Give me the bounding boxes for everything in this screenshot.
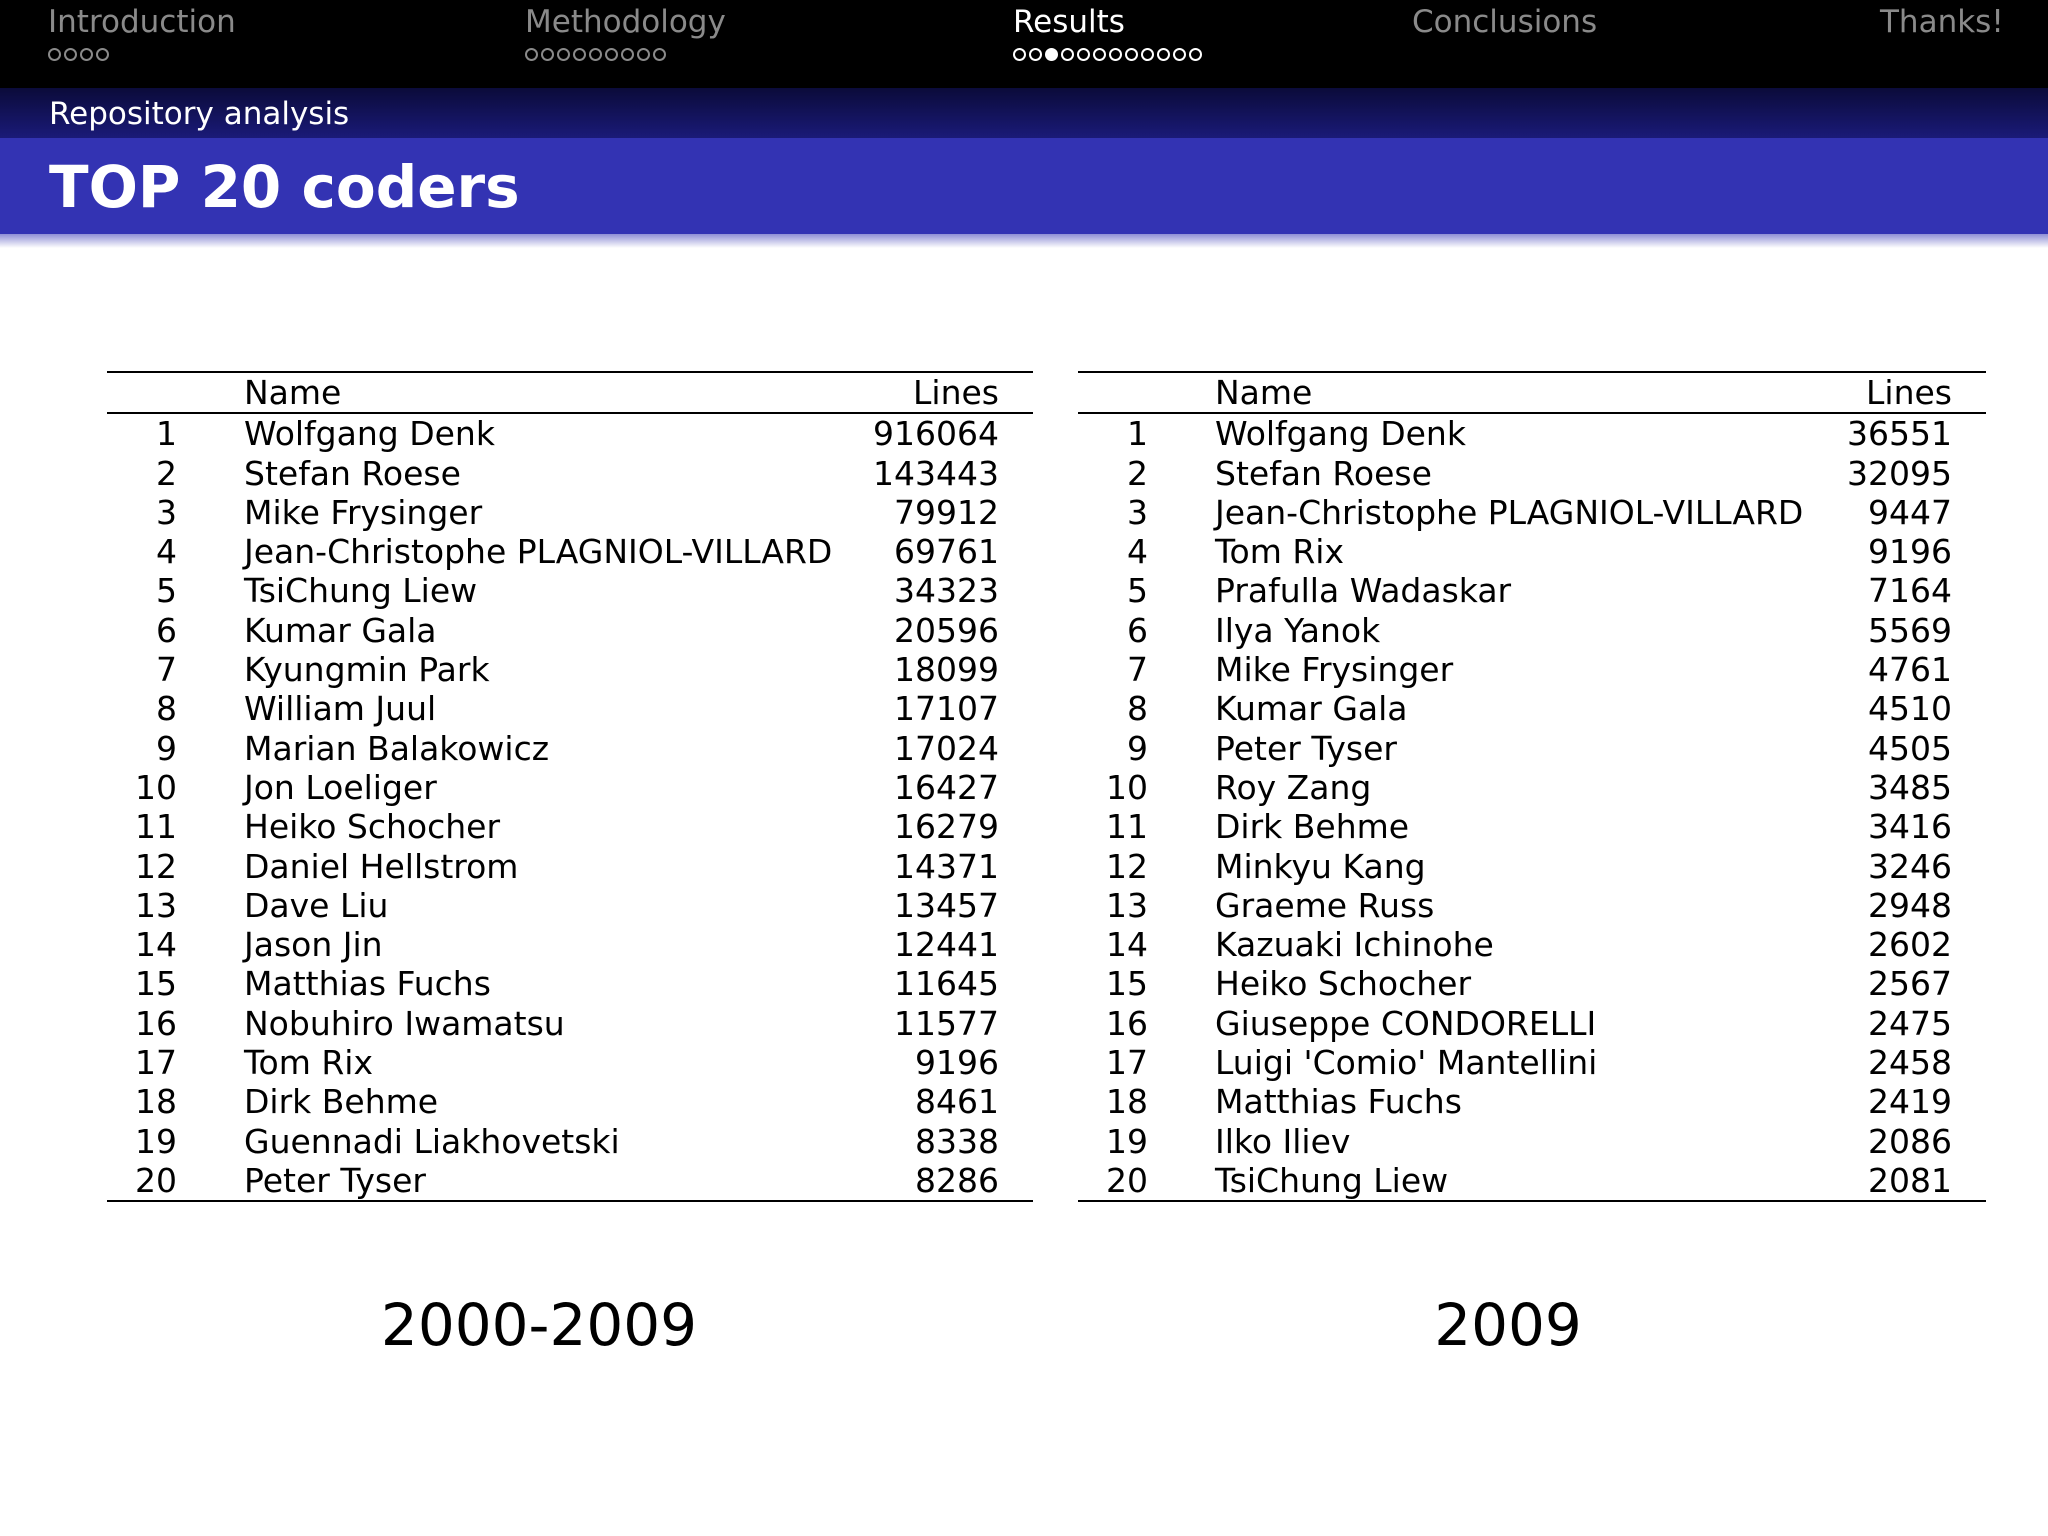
row-rank: 19 <box>1106 1121 1148 1161</box>
row-rank: 4 <box>1127 532 1148 572</box>
row-name: Peter Tyser <box>1215 728 1397 768</box>
table-row <box>107 493 1033 532</box>
row-name: Graeme Russ <box>1215 885 1435 925</box>
row-lines: 9447 <box>1868 492 1952 532</box>
frame-title: TOP 20 coders <box>49 153 520 221</box>
row-name: Tom Rix <box>244 1043 374 1083</box>
row-rank: 17 <box>135 1043 177 1083</box>
row-lines: 2948 <box>1868 885 1952 925</box>
row-lines: 18099 <box>894 650 999 690</box>
row-lines: 16279 <box>894 807 999 847</box>
table-row <box>107 1004 1033 1043</box>
row-name: TsiChung Liew <box>244 571 478 611</box>
row-rank: 13 <box>135 885 177 925</box>
table-row <box>107 925 1033 964</box>
row-name: Kumar Gala <box>1215 689 1408 729</box>
row-lines: 3246 <box>1868 846 1952 886</box>
nav-section-conclusions[interactable] <box>1412 2 1597 86</box>
row-name: Luigi 'Comio' Mantellini <box>1215 1043 1598 1083</box>
nav-slide-dot[interactable] <box>48 48 61 61</box>
coders-table-2000-2009 <box>107 371 1033 1202</box>
row-rank: 14 <box>135 925 177 965</box>
row-rank: 7 <box>156 650 177 690</box>
row-name: Wolfgang Denk <box>244 414 495 454</box>
table-row <box>107 611 1033 650</box>
row-lines: 3485 <box>1868 767 1952 807</box>
nav-slide-dot[interactable] <box>589 48 602 61</box>
row-lines: 17107 <box>894 689 999 729</box>
row-name: Tom Rix <box>1215 532 1345 572</box>
row-rank: 2 <box>1127 453 1148 493</box>
nav-slide-dot[interactable] <box>557 48 570 61</box>
table-row <box>1078 493 1986 532</box>
row-lines: 8286 <box>915 1160 999 1200</box>
row-rank: 9 <box>156 728 177 768</box>
row-lines: 2567 <box>1868 964 1952 1004</box>
row-name: Giuseppe CONDORELLI <box>1215 1003 1597 1043</box>
row-lines: 9196 <box>915 1043 999 1083</box>
row-rank: 4 <box>156 532 177 572</box>
row-name: Roy Zang <box>1215 767 1372 807</box>
row-name: Matthias Fuchs <box>1215 1082 1462 1122</box>
row-lines: 2086 <box>1868 1121 1952 1161</box>
row-name: Mike Frysinger <box>244 492 483 532</box>
row-rank: 20 <box>1106 1160 1148 1200</box>
row-lines: 16427 <box>894 767 999 807</box>
row-rank: 11 <box>135 807 177 847</box>
row-rank: 10 <box>135 767 177 807</box>
row-name: Guennadi Liakhovetski <box>244 1121 620 1161</box>
table-row <box>1078 807 1986 846</box>
nav-section-methodology[interactable] <box>525 2 726 86</box>
row-lines: 8338 <box>915 1121 999 1161</box>
row-name: Heiko Schocher <box>1215 964 1472 1004</box>
table-row <box>107 1043 1033 1082</box>
header-name: Name <box>1215 373 1313 412</box>
row-lines: 2081 <box>1868 1160 1952 1200</box>
row-rank: 15 <box>1106 964 1148 1004</box>
row-name: Matthias Fuchs <box>244 964 491 1004</box>
row-name: Daniel Hellstrom <box>244 846 519 886</box>
header-rank <box>107 372 244 413</box>
nav-slide-dot[interactable] <box>1029 48 1042 61</box>
table-row <box>1078 532 1986 571</box>
row-name: Dirk Behme <box>1215 807 1410 847</box>
row-rank: 3 <box>156 492 177 532</box>
nav-slide-dot[interactable] <box>1093 48 1106 61</box>
table-row <box>107 847 1033 886</box>
row-rank: 8 <box>156 689 177 729</box>
nav-section-results[interactable] <box>1013 2 1202 86</box>
row-lines: 79912 <box>894 492 999 532</box>
row-name: William Juul <box>244 689 437 729</box>
table-row <box>107 571 1033 610</box>
row-lines: 3416 <box>1868 807 1952 847</box>
frame-title-shadow <box>0 234 2048 248</box>
header-name: Name <box>244 373 342 412</box>
row-name: Kyungmin Park <box>244 650 490 690</box>
nav-slide-dot[interactable] <box>1061 48 1074 61</box>
row-rank: 10 <box>1106 767 1148 807</box>
nav-section-label: Results <box>1013 4 1125 40</box>
table-row <box>107 886 1033 925</box>
table-row <box>107 1161 1033 1201</box>
nav-slide-dot[interactable] <box>621 48 634 61</box>
row-rank: 14 <box>1106 925 1148 965</box>
row-rank: 12 <box>1106 846 1148 886</box>
table-row <box>1078 729 1986 768</box>
table-row <box>1078 925 1986 964</box>
table-row <box>1078 1161 1986 1201</box>
row-name: Dirk Behme <box>244 1082 439 1122</box>
row-rank: 16 <box>135 1003 177 1043</box>
row-name: Nobuhiro Iwamatsu <box>244 1003 565 1043</box>
subsection-bar <box>0 88 2048 138</box>
table-row <box>107 964 1033 1003</box>
row-rank: 13 <box>1106 885 1148 925</box>
row-lines: 7164 <box>1868 571 1952 611</box>
row-lines: 2458 <box>1868 1043 1952 1083</box>
header-lines: Lines <box>1866 373 1952 412</box>
row-rank: 9 <box>1127 728 1148 768</box>
row-name: Marian Balakowicz <box>244 728 550 768</box>
row-lines: 5569 <box>1868 610 1952 650</box>
nav-slide-dot[interactable] <box>637 48 650 61</box>
table-row <box>1078 1122 1986 1161</box>
table-row <box>1078 964 1986 1003</box>
row-name: Prafulla Wadaskar <box>1215 571 1512 611</box>
nav-section-thanks[interactable] <box>1880 2 2004 86</box>
header-lines: Lines <box>913 373 999 412</box>
row-rank: 19 <box>135 1121 177 1161</box>
row-rank: 11 <box>1106 807 1148 847</box>
section-navigation-bar <box>0 0 2048 88</box>
row-lines: 17024 <box>894 728 999 768</box>
nav-slide-dot[interactable] <box>1157 48 1170 61</box>
row-name: Jason Jin <box>244 925 383 965</box>
row-rank: 17 <box>1106 1043 1148 1083</box>
header-rank <box>1078 372 1215 413</box>
row-name: Stefan Roese <box>244 453 461 493</box>
table-row <box>1078 1004 1986 1043</box>
nav-slide-dot[interactable] <box>1013 48 1026 61</box>
nav-section-label: Introduction <box>48 4 236 40</box>
row-name: Ilya Yanok <box>1215 610 1381 650</box>
row-lines: 20596 <box>894 610 999 650</box>
row-name: Jon Loeliger <box>244 767 437 807</box>
row-name: Jean-Christophe PLAGNIOL-VILLARD <box>244 532 833 572</box>
nav-slide-dots <box>525 48 726 61</box>
row-rank: 2 <box>156 453 177 493</box>
nav-slide-dot[interactable] <box>80 48 93 61</box>
nav-slide-dots <box>48 48 236 61</box>
nav-slide-dot[interactable] <box>96 48 109 61</box>
row-name: Peter Tyser <box>244 1160 426 1200</box>
table-row <box>1078 1082 1986 1121</box>
row-rank: 6 <box>1127 610 1148 650</box>
subsection-title: Repository analysis <box>49 96 350 132</box>
nav-slide-dot[interactable] <box>573 48 586 61</box>
table-header-row <box>107 372 1033 413</box>
row-name: Dave Liu <box>244 885 389 925</box>
row-name: Wolfgang Denk <box>1215 414 1466 454</box>
nav-slide-dot[interactable] <box>1173 48 1186 61</box>
row-lines: 2602 <box>1868 925 1952 965</box>
table-row <box>107 1082 1033 1121</box>
table-row <box>1078 611 1986 650</box>
row-name: TsiChung Liew <box>1215 1160 1449 1200</box>
table-row <box>107 1122 1033 1161</box>
nav-slide-dot[interactable] <box>1045 48 1058 61</box>
table-row <box>107 650 1033 689</box>
table-row <box>107 532 1033 571</box>
table-row <box>1078 650 1986 689</box>
nav-slide-dot[interactable] <box>1109 48 1122 61</box>
nav-slide-dot[interactable] <box>653 48 666 61</box>
table-row <box>107 454 1033 493</box>
nav-section-introduction[interactable] <box>48 2 236 86</box>
row-rank: 8 <box>1127 689 1148 729</box>
row-rank: 1 <box>156 414 177 454</box>
table-row <box>107 729 1033 768</box>
table-header-row <box>1078 372 1986 413</box>
table-caption-2009: 2009 <box>1434 1291 1582 1359</box>
nav-slide-dot[interactable] <box>525 48 538 61</box>
row-lines: 2475 <box>1868 1003 1952 1043</box>
nav-section-label: Methodology <box>525 4 726 40</box>
row-rank: 6 <box>156 610 177 650</box>
nav-slide-dot[interactable] <box>1125 48 1138 61</box>
table-row <box>107 807 1033 846</box>
row-lines: 32095 <box>1847 453 1952 493</box>
nav-slide-dot[interactable] <box>605 48 618 61</box>
row-lines: 12441 <box>894 925 999 965</box>
row-rank: 16 <box>1106 1003 1148 1043</box>
row-name: Heiko Schocher <box>244 807 501 847</box>
table-row <box>1078 1043 1986 1082</box>
nav-slide-dot[interactable] <box>1077 48 1090 61</box>
row-lines: 4761 <box>1868 650 1952 690</box>
table-caption-2000-2009: 2000-2009 <box>380 1291 698 1359</box>
row-lines: 916064 <box>873 414 999 454</box>
nav-slide-dots <box>1013 48 1202 61</box>
row-name: Kumar Gala <box>244 610 437 650</box>
row-name: Kazuaki Ichinohe <box>1215 925 1494 965</box>
row-name: Minkyu Kang <box>1215 846 1426 886</box>
row-rank: 18 <box>1106 1082 1148 1122</box>
row-lines: 14371 <box>894 846 999 886</box>
row-lines: 4510 <box>1868 689 1952 729</box>
table-row <box>1078 571 1986 610</box>
nav-slide-dot[interactable] <box>541 48 554 61</box>
row-lines: 34323 <box>894 571 999 611</box>
table-row <box>107 413 1033 453</box>
nav-section-label: Thanks! <box>1880 4 2004 40</box>
table-row <box>107 768 1033 807</box>
row-lines: 4505 <box>1868 728 1952 768</box>
frame-title-bar <box>0 138 2048 234</box>
table-row <box>1078 454 1986 493</box>
nav-slide-dot[interactable] <box>1141 48 1154 61</box>
row-lines: 8461 <box>915 1082 999 1122</box>
row-rank: 20 <box>135 1160 177 1200</box>
nav-slide-dot[interactable] <box>64 48 77 61</box>
row-rank: 12 <box>135 846 177 886</box>
row-name: Mike Frysinger <box>1215 650 1454 690</box>
table-row <box>1078 689 1986 728</box>
nav-section-label: Conclusions <box>1412 4 1598 40</box>
coders-table-2009 <box>1078 371 1986 1202</box>
row-rank: 1 <box>1127 414 1148 454</box>
table-row <box>1078 413 1986 453</box>
row-lines: 11577 <box>894 1003 999 1043</box>
row-rank: 15 <box>135 964 177 1004</box>
row-lines: 11645 <box>894 964 999 1004</box>
row-lines: 143443 <box>873 453 999 493</box>
table-row <box>1078 886 1986 925</box>
row-name: Ilko Iliev <box>1215 1121 1351 1161</box>
row-rank: 5 <box>1127 571 1148 611</box>
table-row <box>107 689 1033 728</box>
row-rank: 7 <box>1127 650 1148 690</box>
row-lines: 36551 <box>1847 414 1952 454</box>
row-rank: 18 <box>135 1082 177 1122</box>
row-lines: 9196 <box>1868 532 1952 572</box>
row-rank: 3 <box>1127 492 1148 532</box>
row-lines: 2419 <box>1868 1082 1952 1122</box>
row-name: Stefan Roese <box>1215 453 1432 493</box>
row-lines: 13457 <box>894 885 999 925</box>
table-row <box>1078 768 1986 807</box>
row-lines: 69761 <box>894 532 999 572</box>
nav-slide-dot[interactable] <box>1189 48 1202 61</box>
row-rank: 5 <box>156 571 177 611</box>
table-row <box>1078 847 1986 886</box>
row-name: Jean-Christophe PLAGNIOL-VILLARD <box>1215 492 1804 532</box>
